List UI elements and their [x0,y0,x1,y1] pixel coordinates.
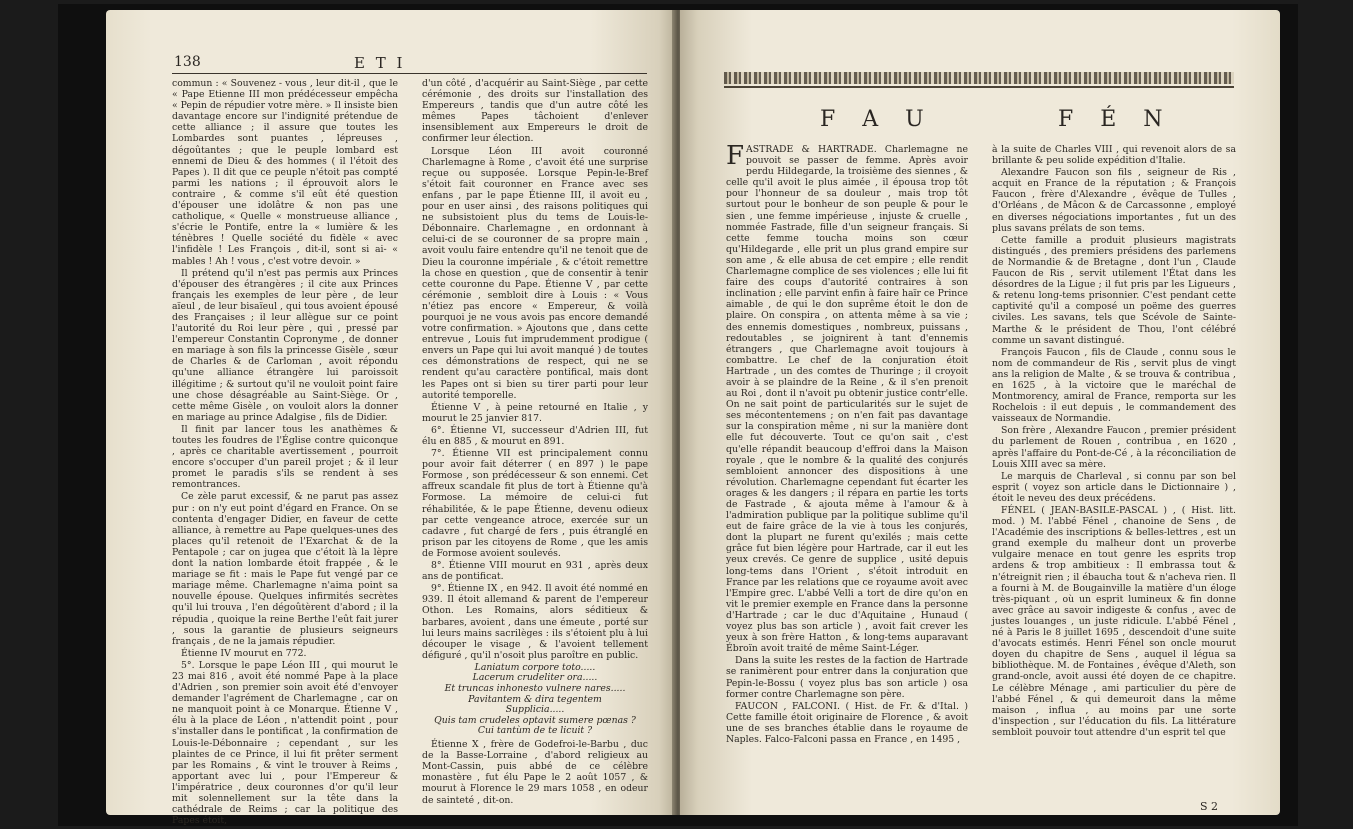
ornament-rule [724,86,1234,88]
paragraph: d'un côté , d'acquérir au Saint-Siège , par cette cérémonie , des droits sur l'installation des Empereurs , tandis que d'un autre côté les mêmes Papes tâchoient d'enlever insensiblement aux Empereurs le droit de confirmer leur élection. [422,78,648,145]
verse-line: Supplicia..... [505,704,565,716]
paragraph: Il prétend qu'il n'est pas permis aux Princes d'épouser des étrangères ; il cite aux Princes français les exemples de leur père , de leur aïeul , de leur bisaïeul , qui tous avoient épousé des Françaises ; il leur allègue sur ce point l'autorité du Roi leur père , qui , pressé par l'empereur Constantin Copronyme , de donner en mariage à son fils la princesse Gisèle , sœur de Charles & de Carloman , avoit répondu qu'une alliance étrangère lui paroissoit illégitime ; & surtout qu'il ne vouloit point faire une chose désagréable au Saint-Siège. Or , cette même Gisèle , on vouloit alors la donner en mariage au prince Adalgise , fils de Didier. [172,267,398,423]
paragraph: François Faucon , fils de Claude , connu sous le nom de commandeur de Ris , servit plus de vingt ans la religion de Malte , & se trouva & contribua , en 1625 , à la victoire que le maréchal de Montmorency, amiral de France, remporta sur les Rochelois : il eut depuis , le commandement des vaisseaux de Normandie. [992,346,1236,425]
paragraph: 6°. Étienne VI, successeur d'Adrien III, fut élu en 885 , & mourut en 891. [422,424,648,447]
verse-line: Pavitantem & dira tegentem [468,693,602,705]
left-column-1 [172,78,398,827]
paragraph: 5°. Lorsque le pape Léon III , qui mourut le 23 mai 816 , avoit été nommé Pape à la place d'Adrien , son premier soin avoit été d'envoyer demander l'agrément de Charlemagne , car on ne manquoit point à ce Monarque. Étienne V , élu à la place de Léon , n'attendit point , pour s'installer dans le pontificat , la confirmation de Louis-le-Débonnaire ; cependant , sur les plaintes de ce Prince, il lui fit prêter serment par les Romains , & vint le trouver à Reims , apportant avec lui , pour l'Empereur & l'impératrice , deux couronnes d'or qu'il leur mit solennellement sur la tête dans la cathédrale de Reims ; car la politique des Papes étoit, [172,659,398,827]
paragraph: Dans la suite les restes de la faction de Hartrade se ranimèrent pour entrer dans la conjuration que Pepin-le-Bossu ( voyez plus bas son article ) osa former contre Charlemagne son père. [726,655,968,700]
paragraph: Cette famille a produit plusieurs magistrats distingués , des premiers présidens des parlemens de Normandie & de Bretagne , dont l'un , Claude Faucon de Ris , servit utilement l'État dans les désordres de la Ligue ; il fut pris par les Ligueurs , & retenu long-tems prisonnier. C'est pendant cette captivité qu'il a composé un poëme des guerres civiles. Les savans, tels que Scévole de Sainte-Marthe & le président de Thou, l'ont célébré comme un savant distingué. [992,234,1236,346]
paragraph: 9°. Étienne IX , en 942. Il avoit été nommé en 939. Il étoit allemand & parent de l'empereur Othon. Les Romains, alors séditieux & barbares, avoient , dans une émeute , porté sur lui leurs mains sacrilèges : ils s'étoient plu à lui découper le visage , & l'avoient tellement défiguré , qu'il n'osoit plus paroître en public. [422,583,648,661]
right-column-1 [726,141,968,746]
paragraph: commun : « Souvenez - vous , leur dit-il , que le « Pape Etienne III mon prédécesseur empêcha « Pepin de répudier votre mère. » Il insiste bien davantage encore sur l'indignité prétendue de cette alliance ; il assure que toutes les Lombardes sont puantes , lépreuses , dégoûtantes ; que le peuple lombard est ennemi de Dieu & des hommes ( il l'étoit des Papes ). Il dit que ce peuple n'étoit pas compté parmi les nations ; il éprouvoit alors le contraire , & comme s'il eût été question d'épouser une idolâtre & non pas une catholique, « Quelle « monstrueuse alliance , s'écrie le Pontife, entre la « lumière & les ténèbres ! Quelle société du fidèle « avec l'infidèle ! Les François , dit-il, sont si ai- « mables ! Ah ! vous , c'est votre devoir. » [172,78,398,267]
paragraph: Étienne V , à peine retourné en Italie , y mourut le 25 janvier 817. [422,401,648,424]
paragraph: Le marquis de Charleval , si connu par son bel esprit ( voyez son article dans le Dictionnaire ) , étoit le neveu des deux précédens. [992,470,1236,504]
page-number: 138 [174,54,201,70]
paragraph: Alexandre Faucon son fils , seigneur de Ris , acquit en France de la réputation ; & François Faucon , frère d'Alexandre , évêque de Tulles , d'Orléans , de Mâcon & de Carcassonne , employé en diverses négociations importantes , fut un des plus savans prélats de son tems. [992,167,1236,234]
signature-mark: S 2 [1200,800,1219,813]
paragraph: Ce zèle parut excessif, & ne parut pas assez pur : on n'y eut point d'égard en France. On se contenta d'engager Didier, en faveur de cette alliance, à remettre au Pape quelques-unes des places qu'il retenoit de l'Exarchat & de la Pentapole ; car on jugea que c'étoit là la lèpre dont la nation lombarde étoit frappée , & le mariage se fit : mais le Pape fut vengé par ce mariage même. Charlemagne n'aima point sa nouvelle épouse. Quelques infirmités secrètes qu'il lui trouva , l'en dégoûtèrent d'abord ; il la répudia , quoique la reine Berthe l'eût fait jurer , sous la garantie de plusieurs seigneurs français , de ne la jamais répudier. [172,491,398,647]
paragraph: 7°. Étienne VII est principalement connu pour avoir fait déterrer ( en 897 ) le pape Formose , son prédécesseur & son ennemi. Cet affreux scandale fit plus de tort à Étienne qu'à Formose. La mémoire de celui-ci fut réhabilitée, & le pape Étienne, devenu odieux par cette vengeance atroce, exercée sur un cadavre , fut chargé de fers , puis étranglé en prison par les citoyens de Rome , que les amis de Formose avoient soulevés. [422,448,648,559]
left-column-2 [422,78,648,807]
verse-line: Et truncas inhonesto vulnere nares..... [444,683,626,695]
header-rule [172,73,647,74]
latin-verse [422,663,648,737]
paragraph: FAUCON , FALCONI. ( Hist. de Fr. & d'Ital. ) Cette famille étoit originaire de Florence , & avoit une de ses branches établie dans le royaume de Naples. Falco-Falconi passa en France , en 1495 , [726,700,968,745]
left-page [106,10,676,827]
running-head-left: E T I [354,54,406,72]
paragraph: à la suite de Charles VIII , qui revenoit alors de sa brillante & peu solide expédition d'Italie. [992,144,1236,167]
drop-cap-f: F [726,141,745,171]
header-ornament [724,72,1234,84]
verse-line: Quis tam crudeles optavit sumere pœnas ? [434,714,636,726]
verse-line: Laniatum corpore toto..... [474,661,596,673]
right-page [680,10,1280,815]
paragraph-fastrade: FASTRADE & HARTRADE. Charlemagne ne pouvoit se passer de femme. Après avoir perdu Hildegarde, la troisième des siennes , & celle qu'il avoit le plus aimée , il épousa trop tôt pour l'honneur de sa douleur , mais trop tôt surtout pour le bonheur de son peuple & pour le sien , une femme impérieuse , injuste & cruelle , nommée Fastrade, fille d'un seigneur français. Si cette femme toucha moins son cœur qu'Hildegarde , elle prit un plus grand empire sur son ame , & elle abusa de cet empire ; elle rendit Charlemagne complice de ses violences ; elle lui fit faire des coups d'autorité contraires à son inclination ; elle parvint enfin à faire haïr ce Prince aimable , de qui le don suprême étoit le don de plaire. On conspira , on attenta même à sa vie ; des ennemis domestiques , nombreux, puissans , redoutables , se joignirent à tant d'ennemis étrangers , que Charlemagne avoit toujours à combattre. Le chef de la conjuration étoit Hartrade , un des comtes de Thuringe ; il croyoit avoir à se plaindre de la Reine , & il s'en prenoit au Roi , dont il n'avoit pu obtenir justice contr'elle. On ne sait point de particularités sur le sujet de ses mécontentemens ; on n'en fait pas davantage sur la conspiration même , ni sur la manière dont elle fut découverte. Tout ce qu'on sait , c'est qu'elle répandit beaucoup d'effroi dans la Maison royale , que le nombre & la qualité des conjurés sembloient annoncer des dispositions à une révolution. Charlemagne cependant fut écarter les orages & les dangers ; il répara en partie les torts de Fastrade , & ajouta même à l'amour & à l'admiration publique par la politique sublime qu'il eut de faire grâce de la vie à tous les conjurés, dont la plupart ne furent qu'exilés ; mais cette grâce fut bien légère pour Hartrade, car il eut les yeux crevés. Ce genre de supplice , usité depuis long-tems dans l'Orient , s'étoit introduit en France par les relations que ce royaume avoit avec l'Empire grec. L'abbé Velli a tort de dire qu'on en vit le premier exemple en France dans la personne d'Hartrade ; car le duc d'Aquitaine , Hunaud ( voyez plus bas son article ) , avoit fait crever les yeux à son frère Hatton , & long-tems auparavant Ébroïn avoit traité de même Saint-Léger. [726,141,968,655]
paragraph: Lorsque Léon III avoit couronné Charlemagne à Rome , c'avoit été une surprise reçue ou supposée. Lorsque Pepin-le-Bref s'étoit fait couronner en France avec ses enfans , par le pape Étienne III, il avoit eu , pour en user ainsi , des raisons politiques qui ne subsistoient plus du tems de Louis-le-Débonnaire. Charlemagne , en ordonnant à celui-ci de se couronner de sa propre main , avoit voulu faire entendre qu'il ne tenoit que de Dieu la couronne impériale , & c'étoit remettre la chose en question , que de consentir à tenir cette couronne du Pape. Étienne V , par cette cérémonie , sembloit dire à Louis : « Vous n'étiez pas encore « Empereur, & voilà pourquoi je ne vous avois pas encore demandé votre confirmation. » Ajoutons que , dans cette entrevue , Louis fut imprudemment prodigue ( envers un Pape qui lui avoit manqué ) de toutes ces démonstrations de respect, qui ne se rendent qu'au caractère pontifical, mais dont les Papes ont si bien su tirer parti pour leur autorité temporelle. [422,145,648,401]
paragraph: 8°. Étienne VIII mourut en 931 , après deux ans de pontificat. [422,560,648,583]
paragraph: Il finit par lancer tous les anathèmes & toutes les foudres de l'Église contre quiconque , après ce charitable avertissement , pourroit encore s'occuper d'un pareil projet ; & il leur promet le paradis s'ils se rendent à ses remontrances. [172,423,398,491]
paragraph: Son frère , Alexandre Faucon , premier président du parlement de Rouen , contribua , en 1620 , après l'affaire du Pont-de-Cé , à la réconciliation de Louis XIII avec sa mère. [992,425,1236,470]
paragraph: Étienne IV mourut en 772. [181,647,307,659]
running-head-fen: F É N [1058,107,1173,132]
paragraph: Étienne X , frère de Godefroi-le-Barbu , duc de la Basse-Lorraine , d'abord religieux au Mont-Cassin, puis abbé de ce célèbre monastère , fut élu Pape le 2 août 1057 , & mourut à Florence le 29 mars 1058 , en odeur de sainteté , dit-on. [422,739,648,806]
verse-line: Lacerum crudeliter ora..... [472,672,598,684]
paragraph: FÉNEL ( JEAN-BASILE-PASCAL ) , ( Hist. litt. mod. ) M. l'abbé Fénel , chanoine de Sens , de l'Académie des inscriptions & belles-lettres , est un grand exemple du malheur dont un proverbe vulgaire menace en tout genre les esprits trop ardens & trop ambitieux : Il embrassa tout & n'étreignit rien ; il ébaucha tout & n'acheva rien. Il a fourni à M. de Bougainville la matière d'un éloge très-piquant , où un esprit lumineux & fin donne avec grâce au savoir indigeste & confus , avec de justes louanges , un juste ridicule. L'abbé Fénel , né à Paris le 8 juillet 1695 , descendoit d'une suite d'avocats estimés. Henri Fénel son oncle mourut doyen du chapitre de Sens , auquel il légua sa bibliothèque. M. de Fontaines , évêque d'Aleth, son grand-oncle, avoit aussi été doyen de ce chapitre. Le célèbre Ménage , ami particulier du père de l'abbé Fénel , & qui demeuroit dans la même maison , influa , au moins par une sorte d'inspection , sur l'éducation du fils. La littérature sembloit pouvoir tout attendre d'un esprit tel que [992,505,1236,738]
verse-line: Cui tantùm de te licuit ? [477,725,593,737]
running-head-fau: F A U [820,107,934,132]
right-column-2 [992,144,1236,739]
